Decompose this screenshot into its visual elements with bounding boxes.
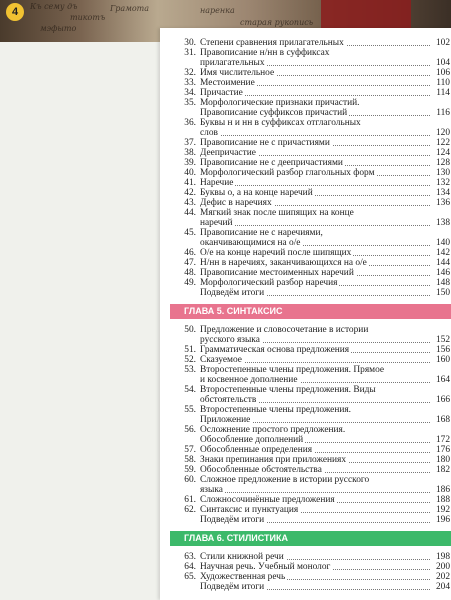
toc-entry-title-text: обстоятельств <box>200 395 257 405</box>
toc-entry <box>174 475 450 495</box>
toc-entry-title-text: оканчивающимися на о/е <box>200 238 301 248</box>
toc-entry-page: 132 <box>435 178 450 188</box>
toc-entry-number: 33. <box>184 78 196 88</box>
toc-entry <box>174 385 450 405</box>
toc-entry-title-text: русского языка <box>200 335 260 345</box>
toc-entry-title-text: Художественная речь <box>200 572 286 582</box>
toc-entry-page: 192 <box>435 505 450 515</box>
toc-entry <box>174 168 450 178</box>
toc-entry-title: Морфологические признаки причастий. <box>200 98 360 108</box>
toc-entry <box>174 138 450 148</box>
toc-entry-title-text: Сложносочинённые предложения <box>200 495 335 505</box>
banner-scribble: Грамота <box>110 4 149 13</box>
toc-entry-title-text: Буквы о, а на конце наречий <box>200 188 313 198</box>
toc-entry-title: Буквы н и нн в суффиксах отглагольных <box>200 118 361 128</box>
toc-entry <box>174 158 450 168</box>
chapter-6-header: ГЛАВА 6. СТИЛИСТИКА <box>170 531 451 546</box>
toc-entry-title-text: Стили книжной речи <box>200 552 284 562</box>
toc-entry-title <box>200 58 430 68</box>
toc-entry-page: 142 <box>435 248 450 258</box>
toc-entry <box>174 505 450 515</box>
toc-entry-title <box>200 345 430 355</box>
toc-entry-title <box>200 238 430 248</box>
toc-entry-number: 53. <box>184 365 196 375</box>
toc-entry <box>174 48 450 68</box>
toc-entry <box>174 355 450 365</box>
toc-entry-number: 59. <box>184 465 196 475</box>
toc-entry-page: 140 <box>435 238 450 248</box>
toc-entry-page: 188 <box>435 495 450 505</box>
toc-entry-number: 45. <box>184 228 196 238</box>
toc-entry-title-text: Подведём итоги <box>200 288 265 298</box>
toc-entry-number: 44. <box>184 208 196 218</box>
toc-entry-line <box>174 268 450 278</box>
contents-panel <box>160 28 451 600</box>
toc-entry-page: 114 <box>436 88 450 98</box>
toc-entry-title-text: Научная речь. Учебный монолог <box>200 562 331 572</box>
toc-entry-line <box>174 505 450 515</box>
toc-entry <box>174 198 450 208</box>
toc-entry-title <box>200 268 430 278</box>
toc-entry-number: 38. <box>184 148 196 158</box>
toc-entry-title <box>200 415 430 425</box>
toc-entry-title-text: Правописание суффиксов причастий <box>200 108 348 118</box>
toc-entry <box>174 425 450 445</box>
toc-entry-line <box>174 58 450 68</box>
table-of-contents <box>174 38 450 592</box>
toc-entry-title <box>200 515 430 525</box>
toc-entry-number: 61. <box>184 495 196 505</box>
toc-entry-title <box>200 395 430 405</box>
toc-entry-number: 40. <box>184 168 196 178</box>
toc-entry-title <box>200 248 430 258</box>
toc-entry <box>174 178 450 188</box>
toc-entry-page: 164 <box>435 375 450 385</box>
toc-entry <box>174 98 450 118</box>
toc-entry-number: 58. <box>184 455 196 465</box>
toc-entry-line <box>174 552 450 562</box>
toc-entry-page: 176 <box>435 445 450 455</box>
toc-entry-line <box>174 178 450 188</box>
toc-entry-line <box>174 128 450 138</box>
toc-entry-page: 204 <box>435 582 450 592</box>
toc-entry-title-text: Деепричастие <box>200 148 256 158</box>
toc-entry-title-text: Имя числительное <box>200 68 275 78</box>
toc-entry <box>174 78 450 88</box>
toc-entry-page: 106 <box>435 68 450 78</box>
banner-scribble: наренка <box>200 6 235 15</box>
toc-entry-number: 51. <box>184 345 196 355</box>
toc-entry <box>174 248 450 258</box>
toc-entry-line <box>174 68 450 78</box>
toc-entry-number: 32. <box>184 68 196 78</box>
toc-entry <box>174 88 450 98</box>
toc-entry-title: Второстепенные члены предложения. Виды <box>200 385 376 395</box>
toc-entry-line <box>174 88 450 98</box>
toc-entry-title-text: Дефис в наречиях <box>200 198 272 208</box>
toc-entry-line <box>174 425 450 435</box>
toc-entry-page: 116 <box>436 108 450 118</box>
toc-entry <box>174 572 450 582</box>
toc-entry <box>174 345 450 355</box>
toc-entry-title <box>200 435 430 445</box>
toc-entry-title <box>200 68 430 78</box>
toc-entry <box>174 148 450 158</box>
toc-entry-title <box>200 38 430 48</box>
toc-entry-page: 182 <box>435 465 450 475</box>
toc-entry-line <box>174 385 450 395</box>
red-book-image <box>321 0 411 30</box>
toc-entry <box>174 455 450 465</box>
toc-entry-number: 50. <box>184 325 196 335</box>
toc-entry-line <box>174 562 450 572</box>
toc-entry-line <box>174 375 450 385</box>
toc-entry-title <box>200 562 430 572</box>
toc-entry-number: 65. <box>184 572 196 582</box>
toc-entry-number: 48. <box>184 268 196 278</box>
toc-entry-page: 138 <box>435 218 450 228</box>
toc-entry <box>174 552 450 562</box>
banner-scribble: тикотъ <box>70 13 106 22</box>
toc-entry <box>174 405 450 425</box>
toc-entry-line <box>174 365 450 375</box>
toc-entry-title <box>200 465 430 475</box>
toc-entry-title <box>200 455 430 465</box>
toc-entry-title <box>200 572 430 582</box>
banner-scribble: Къ сему дъ <box>30 2 78 11</box>
toc-entry-page: 202 <box>435 572 450 582</box>
toc-entry-title-text: Местоимение <box>200 78 255 88</box>
toc-entry-title-text: Степени сравнения прилагательных <box>200 38 344 48</box>
toc-entry-number: 34. <box>184 88 196 98</box>
toc-entry-title-text: Морфологический разбор наречия <box>200 278 338 288</box>
toc-entry-number: 42. <box>184 188 196 198</box>
toc-entry-title <box>200 445 430 455</box>
toc-entry-line <box>174 98 450 108</box>
toc-entry-page: 104 <box>435 58 450 68</box>
toc-section <box>174 552 450 592</box>
toc-entry-line <box>174 415 450 425</box>
toc-entry-number: 56. <box>184 425 196 435</box>
toc-entry-number: 41. <box>184 178 196 188</box>
toc-entry-line <box>174 455 450 465</box>
toc-entry-page: 102 <box>435 38 450 48</box>
toc-entry-title <box>200 218 430 228</box>
toc-entry-title-text: Обособленные определения <box>200 445 313 455</box>
toc-entry-title <box>200 495 430 505</box>
toc-entry <box>174 228 450 248</box>
toc-entry-title-text: Подведём итоги <box>200 582 265 592</box>
toc-section <box>174 325 450 525</box>
toc-entry-title-text: Обособление дополнений <box>200 435 304 445</box>
toc-entry-title <box>200 108 430 118</box>
toc-entry-line <box>174 355 450 365</box>
toc-entry-title: Осложнение простого предложения. <box>200 425 346 435</box>
toc-entry-page: 196 <box>435 515 450 525</box>
toc-entry-line <box>174 325 450 335</box>
toc-entry-title-text: О/е на конце наречий после шипящих <box>200 248 352 258</box>
toc-entry-line <box>174 238 450 248</box>
toc-entry-line <box>174 395 450 405</box>
toc-entry <box>174 365 450 385</box>
toc-entry <box>174 288 450 298</box>
toc-entry-title <box>200 278 430 288</box>
toc-entry-title-text: Знаки препинания при приложениях <box>200 455 347 465</box>
toc-entry-page: 180 <box>435 455 450 465</box>
toc-entry-number: 47. <box>184 258 196 268</box>
toc-entry <box>174 188 450 198</box>
toc-entry-title: Второстепенные члены предложения. Прямое <box>200 365 385 375</box>
toc-entry-line <box>174 335 450 345</box>
toc-entry <box>174 258 450 268</box>
toc-entry-number: 37. <box>184 138 196 148</box>
toc-entry <box>174 278 450 288</box>
toc-entry-number: 52. <box>184 355 196 365</box>
toc-entry-number: 46. <box>184 248 196 258</box>
toc-entry-title <box>200 158 430 168</box>
toc-entry-line <box>174 198 450 208</box>
banner-scribble: мэфыто <box>40 24 77 33</box>
toc-entry <box>174 582 450 592</box>
toc-entry-title-text: наречий <box>200 218 233 228</box>
toc-entry-page: 110 <box>436 78 450 88</box>
toc-entry-line <box>174 582 450 592</box>
toc-entry-page: 172 <box>435 435 450 445</box>
toc-entry <box>174 495 450 505</box>
toc-entry-title-text: Обособленные обстоятельства <box>200 465 322 475</box>
toc-entry-title: Правописание не с наречиями, <box>200 228 323 238</box>
toc-entry-page: 120 <box>435 128 450 138</box>
toc-entry <box>174 465 450 475</box>
toc-entry-title-text: Подведём итоги <box>200 515 265 525</box>
toc-entry-title <box>200 335 430 345</box>
toc-entry-title <box>200 78 430 88</box>
toc-entry-line <box>174 445 450 455</box>
toc-entry-title-text: Н/нн в наречиях, заканчивающихся на о/е <box>200 258 367 268</box>
toc-entry-number: 54. <box>184 385 196 395</box>
toc-entry-line <box>174 108 450 118</box>
toc-entry-page: 134 <box>435 188 450 198</box>
toc-entry-line <box>174 288 450 298</box>
chapter-5-header: ГЛАВА 5. СИНТАКСИС <box>170 304 451 319</box>
toc-entry-line <box>174 485 450 495</box>
toc-entry-number: 57. <box>184 445 196 455</box>
toc-entry-line <box>174 38 450 48</box>
toc-entry-number: 63. <box>184 552 196 562</box>
toc-entry-title-text: Синтаксис и пунктуация <box>200 505 299 515</box>
left-margin <box>0 0 160 600</box>
toc-entry-title <box>200 198 430 208</box>
toc-entry-number: 43. <box>184 198 196 208</box>
toc-entry-line <box>174 118 450 128</box>
toc-entry-line <box>174 345 450 355</box>
toc-entry-title-text: Причастие <box>200 88 243 98</box>
toc-entry-line <box>174 258 450 268</box>
toc-entry-number: 36. <box>184 118 196 128</box>
toc-entry-title-text: Правописание местоименных наречий <box>200 268 354 278</box>
toc-entry-line <box>174 435 450 445</box>
toc-entry-page: 198 <box>435 552 450 562</box>
toc-entry-title: Второстепенные члены предложения. <box>200 405 352 415</box>
toc-entry-title-text: и косвенное дополнение <box>200 375 298 385</box>
toc-entry-title: Предложение и словосочетание в истории <box>200 325 369 335</box>
toc-entry-title-text: языка <box>200 485 223 495</box>
toc-entry <box>174 118 450 138</box>
toc-entry-page: 166 <box>435 395 450 405</box>
toc-entry-page: 124 <box>435 148 450 158</box>
toc-entry-number: 49. <box>184 278 196 288</box>
toc-entry-page: 156 <box>435 345 450 355</box>
toc-entry-line <box>174 208 450 218</box>
toc-entry-title-text: слов <box>200 128 218 138</box>
toc-entry <box>174 268 450 278</box>
toc-entry-title <box>200 258 430 268</box>
toc-entry-page: 136 <box>435 198 450 208</box>
toc-entry-line <box>174 78 450 88</box>
toc-entry-line <box>174 228 450 238</box>
toc-entry-line <box>174 465 450 475</box>
toc-entry-line <box>174 278 450 288</box>
banner-scribble: старая рукопись <box>240 18 314 27</box>
toc-entry-page: 200 <box>435 562 450 572</box>
toc-entry-title: Сложное предложение в истории русского <box>200 475 370 485</box>
toc-entry-line <box>174 248 450 258</box>
toc-entry-line <box>174 138 450 148</box>
toc-entry-title-text: Правописание не с причастиями <box>200 138 330 148</box>
toc-entry-page: 168 <box>435 415 450 425</box>
toc-entry-line <box>174 188 450 198</box>
toc-entry-line <box>174 515 450 525</box>
toc-entry-title-text: Правописание не с деепричастиями <box>200 158 343 168</box>
toc-entry-line <box>174 218 450 228</box>
toc-entry-title-text: прилагательных <box>200 58 265 68</box>
toc-entry-page: 130 <box>435 168 450 178</box>
toc-entry-title <box>200 128 430 138</box>
toc-entry <box>174 208 450 228</box>
toc-entry-title-text: Наречие <box>200 178 234 188</box>
toc-entry-page: 128 <box>435 158 450 168</box>
toc-entry-number: 30. <box>184 38 196 48</box>
toc-entry-title <box>200 505 430 515</box>
toc-entry-page: 150 <box>435 288 450 298</box>
toc-entry <box>174 38 450 48</box>
toc-entry-line <box>174 495 450 505</box>
toc-entry-title <box>200 288 430 298</box>
toc-entry-line <box>174 475 450 485</box>
toc-entry-page: 122 <box>435 138 450 148</box>
toc-entry-title: Мягкий знак после шипящих на конце <box>200 208 354 218</box>
toc-entry-title <box>200 188 430 198</box>
toc-entry-title-text: Сказуемое <box>200 355 242 365</box>
toc-entry-title <box>200 178 430 188</box>
toc-entry-title <box>200 168 430 178</box>
toc-entry-title: Правописание н/нн в суффиксах <box>200 48 330 58</box>
toc-entry-title <box>200 148 430 158</box>
toc-entry-number: 60. <box>184 475 196 485</box>
toc-entry-title-text: Приложение <box>200 415 251 425</box>
toc-entry-title-text: Морфологический разбор глагольных форм <box>200 168 375 178</box>
toc-entry-line <box>174 405 450 415</box>
toc-entry <box>174 68 450 78</box>
toc-entry-line <box>174 48 450 58</box>
toc-entry-title <box>200 355 430 365</box>
toc-entry-line <box>174 158 450 168</box>
toc-entry-number: 35. <box>184 98 196 108</box>
toc-entry-title <box>200 582 430 592</box>
toc-entry-page: 144 <box>435 258 450 268</box>
toc-entry-title <box>200 552 430 562</box>
toc-entry-title <box>200 485 430 495</box>
toc-entry-number: 31. <box>184 48 196 58</box>
toc-entry-title-text: Грамматическая основа предложения <box>200 345 350 355</box>
toc-entry-line <box>174 168 450 178</box>
toc-entry-number: 39. <box>184 158 196 168</box>
page-number-badge: 4 <box>6 3 24 21</box>
toc-entry <box>174 445 450 455</box>
toc-entry <box>174 562 450 572</box>
toc-entry <box>174 325 450 345</box>
toc-entry-number: 55. <box>184 405 196 415</box>
toc-entry-page: 152 <box>435 335 450 345</box>
toc-entry-page: 186 <box>435 485 450 495</box>
toc-entry-title <box>200 138 430 148</box>
toc-entry-page: 146 <box>435 268 450 278</box>
toc-entry-number: 64. <box>184 562 196 572</box>
toc-entry-number: 62. <box>184 505 196 515</box>
toc-entry-title <box>200 88 430 98</box>
toc-entry <box>174 515 450 525</box>
toc-section <box>174 38 450 298</box>
toc-entry-line <box>174 572 450 582</box>
toc-entry-line <box>174 148 450 158</box>
toc-entry-page: 148 <box>435 278 450 288</box>
toc-entry-title <box>200 375 430 385</box>
toc-entry-page: 160 <box>435 355 450 365</box>
